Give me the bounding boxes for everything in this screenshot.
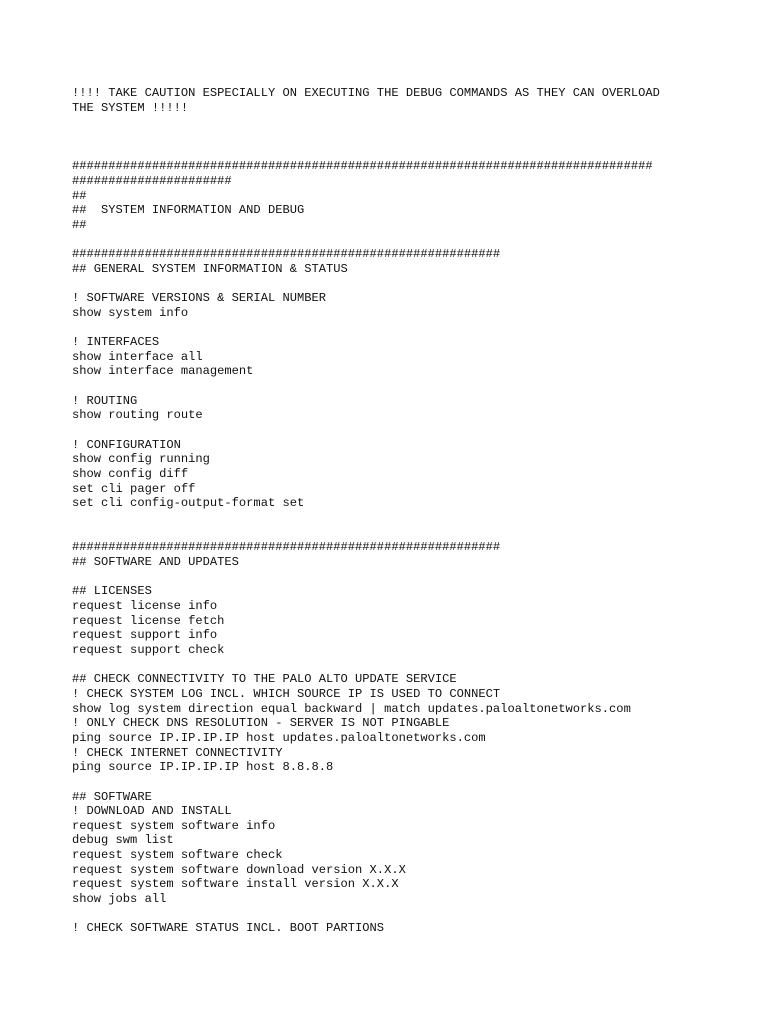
document-line: ! DOWNLOAD AND INSTALL	[72, 804, 232, 819]
document-line: ping source IP.IP.IP.IP host 8.8.8.8	[72, 760, 334, 775]
blank-line	[72, 570, 712, 585]
document-line: request support check	[72, 642, 225, 657]
blank-line	[72, 115, 712, 130]
blank-line	[72, 321, 712, 336]
blank-line	[72, 130, 712, 145]
document-line: THE SYSTEM !!!!!	[72, 100, 189, 115]
document-line: ## CHECK CONNECTIVITY TO THE PALO ALTO UPDATE SERVICE	[72, 672, 457, 687]
document-line: request system software check	[72, 848, 283, 863]
document-line: ###########################################################	[72, 540, 501, 555]
document-line: ! CHECK SYSTEM LOG INCL. WHICH SOURCE IP IS USED TO CONNECT	[72, 686, 501, 701]
document-line: show jobs all	[72, 892, 167, 907]
document-line: ping source IP.IP.IP.IP host updates.paloaltonetworks.com	[72, 730, 486, 745]
blank-line	[72, 277, 712, 292]
document-line: set cli config-output-format set	[72, 496, 305, 511]
document-line: ! ROUTING	[72, 393, 138, 408]
document-line: ## SOFTWARE	[72, 789, 152, 804]
document-line: ! CHECK SOFTWARE STATUS INCL. BOOT PARTIONS	[72, 921, 385, 936]
blank-line	[72, 233, 712, 248]
document-line: ! INTERFACES	[72, 335, 160, 350]
document-line: ! ONLY CHECK DNS RESOLUTION - SERVER IS NOT PINGABLE	[72, 716, 450, 731]
document-line: !!!! TAKE CAUTION ESPECIALLY ON EXECUTING THE DEBUG COMMANDS AS THEY CAN OVERLOAD	[72, 86, 660, 100]
document-line: show interface management	[72, 364, 254, 379]
blank-line	[72, 658, 712, 673]
document-line: request system software install version X.X.X	[72, 877, 399, 892]
document-line: request system software download version X.X.X	[72, 862, 406, 877]
document-line: ##	[72, 217, 87, 232]
document-line: debug swm list	[72, 833, 174, 848]
document-line: request license info	[72, 598, 218, 613]
document-line: ###########################################################	[72, 247, 501, 262]
document-line: ## GENERAL SYSTEM INFORMATION & STATUS	[72, 261, 348, 276]
document-line: ## SYSTEM INFORMATION AND DEBUG	[72, 203, 305, 218]
document-line: show config diff	[72, 467, 189, 482]
document-line: show config running	[72, 452, 210, 467]
document-line: request license fetch	[72, 613, 225, 628]
blank-line	[72, 775, 712, 790]
document-line: request system software info	[72, 818, 276, 833]
blank-line	[72, 145, 712, 160]
document-line: ################################################################################	[72, 159, 653, 174]
document-line: ##	[72, 188, 87, 203]
document-line: ## LICENSES	[72, 584, 152, 599]
blank-line	[72, 907, 712, 922]
document-line: request support info	[72, 628, 218, 643]
document-line: show system info	[72, 305, 189, 320]
blank-line	[72, 379, 712, 394]
document-line: show log system direction equal backward | match updates.paloaltonetworks.com	[72, 701, 631, 716]
document-line: set cli pager off	[72, 481, 196, 496]
document-line: ! CONFIGURATION	[72, 437, 181, 452]
document-line: ! CHECK INTERNET CONNECTIVITY	[72, 745, 283, 760]
blank-line	[72, 423, 712, 438]
document-line: ! SOFTWARE VERSIONS & SERIAL NUMBER	[72, 291, 327, 306]
document-line: show interface all	[72, 349, 203, 364]
document-body	[72, 86, 712, 936]
document-line: ## SOFTWARE AND UPDATES	[72, 555, 239, 569]
document-line: ######################	[72, 173, 232, 188]
blank-line	[72, 526, 712, 541]
document-line: show routing route	[72, 408, 203, 423]
blank-line	[72, 511, 712, 526]
